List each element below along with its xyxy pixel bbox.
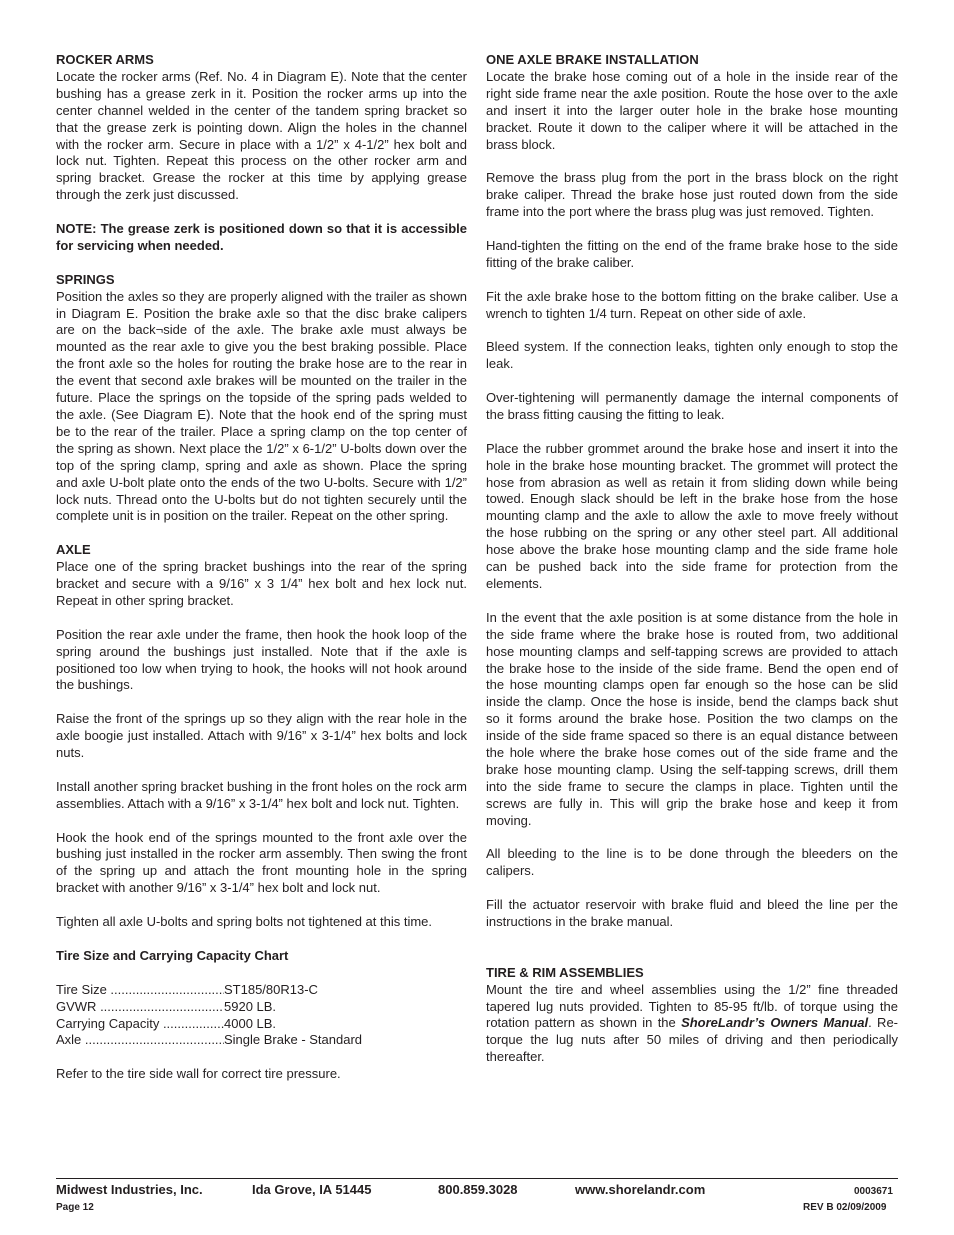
spec-row — [56, 1032, 467, 1049]
brake-paragraph: In the event that the axle position is at some distance from the hole in the side frame where the brake hose is routed from, two additional hose mounting clamps and self-tapping screws are provided to attach the brake hose to the inside of the side frame. Bend the open end of the hose mounting clamps open far enough so the hose can be slid inside the clamp. Once the hose is inside, bend the clamps back shut so it forms around the brake hose. Position the two clamps on the inside of the side frame spaced so there is an equal distance between the hole where the brake hose comes out of the side frame and the brake hose mounting clamp. Using the self-tapping screws, drill them into the side frame to secure the clamps in place. Tighten until the screws are fully in. This will grip the brake hose and keep it from moving. — [486, 609, 898, 828]
spec-row — [56, 999, 467, 1016]
axle-paragraph: Raise the front of the springs up so they align with the rear hole in the axle boogie just installed. Attach with 9/16” x 3-1/4” hex bolts and lock nuts. — [56, 711, 467, 761]
spec-value: Single Brake - Standard — [224, 1032, 363, 1048]
brake-paragraph: Place the rubber grommet around the brake hose and insert it into the hole in the brake hose mounting bracket. The grommet will protect the hose from abrasion as well as retain it from sliding down while being towed. Enough slack should be left in the brake hose from the hose mounting clamp and the axle to allow the axle to move freely without the hose rubbing on the spring or any other steel part. All additional hose above the brake hose mounting clamp and the side frame hole can be pushed back into the side frame for protection from the elements. — [486, 440, 898, 591]
axle-paragraph: Place one of the spring bracket bushings into the rear of the spring bracket and secure with a 9/16” x 3 1/4” hex bolt and hex lock nut. Repeat in other spring bracket. — [56, 559, 467, 608]
tire-rim-text-b: . Re-torque the lug nuts after 50 miles of driving and then periodically thereafter. — [486, 1015, 899, 1065]
tire-rim-text-a: Mount the tire and wheel assemblies using the 1/2” fine threaded tapered lug nuts provided. Tighten to 85-95 ft/lb. of torque using the rotation pattern as shown in the — [486, 981, 898, 1031]
footer-revision: REV B 02/09/2009 — [803, 1202, 887, 1213]
left-column — [56, 52, 467, 1083]
spec-value: 4000 LB. — [224, 1015, 277, 1031]
tire-chart-heading: Tire Size and Carrying Capacity Chart — [56, 947, 289, 963]
brake-paragraph: Locate the brake hose coming out of a hole in the inside rear of the right side frame near the axle position. Route the hose over to the axle and insert it into the larger outer hole in the brake hose mounting bracket. Route it down to the caliper where it will be attached in the brass block. — [486, 68, 898, 152]
axle-paragraph: Position the rear axle under the frame, then hook the hook loop of the spring around the bushings just installed. Note that if the axle is positioned too low when trying to hook, the hooks will not hook around the bushings. — [56, 626, 467, 693]
brake-paragraph: Hand-tighten the fitting on the end of the frame brake hose to the side fitting of the brake caliber. — [486, 237, 898, 270]
axle-paragraph: Install another spring bracket bushing in the front holes on the rock arm assemblies. Attach with a 9/16” x 3-1/4” hex bolt and lock nut. Tighten. — [56, 778, 467, 811]
footer-rule — [56, 1178, 898, 1179]
owners-manual-title: ShoreLandr’s Owners Manual — [681, 1015, 869, 1031]
spec-row — [56, 1016, 467, 1033]
brake-paragraph: Bleed system. If the connection leaks, tighten only enough to stop the leak. — [486, 339, 898, 372]
brake-paragraph: Fill the actuator reservoir with brake fluid and bleed the line per the instructions in the brake manual. — [486, 897, 898, 930]
spec-row — [56, 982, 467, 999]
rocker-arms-text: Locate the rocker arms (Ref. No. 4 in Diagram E). Note that the center bushing has a grease zerk in it. Position the rocker arms up into the center channel welded in the center of the tandem spring bracket so that the grease zerk is pointing down. Align the holes in the channel with the rocker arm. Secure in place with a 1/2” x 4-1/2” hex bolt and lock nut. Tighten. Repeat this process on the other rocker arm and spring bracket. Grease the rocker at this time by applying grease through the zerk just discussed. — [56, 68, 467, 203]
footer-city: Ida Grove, IA 51445 — [252, 1182, 372, 1197]
spec-label: Axle ..... — [56, 1032, 224, 1049]
tire-spec-list — [56, 982, 467, 1050]
footer-doc-number: 0003671 — [854, 1186, 893, 1197]
tire-rim-heading: TIRE & RIM ASSEMBLIES — [486, 964, 644, 980]
axle-paragraph: Hook the hook end of the springs mounted to the front axle over the bushing just installed in the rocker arm assembly. Then swing the front of the spring up and attach the front mounting hole in the spring bracket with another 9/16” x 3-1/4” hex bolt and lock nut. — [56, 829, 467, 896]
brake-paragraph: Fit the axle brake hose to the bottom fitting on the brake caliber. Use a wrench to tighten 1/4 turn. Repeat on other side of axle. — [486, 288, 898, 321]
spec-value: ST185/80R13-C — [224, 981, 318, 997]
footer-company: Midwest Industries, Inc. — [56, 1182, 203, 1197]
footer-page-number: Page 12 — [56, 1202, 94, 1213]
springs-text: Position the axles so they are properly aligned with the trailer as shown in Diagram E. Position the brake axle so that the disc brake calipers are on the back¬side of the axle. The brake axle must always be mounted as the rear axle to give you the best braking possible. Place the front axle so the holes for routing the brake hose are to the rear in the event that second axle brakes will be mounted on the trailer in the future. Place the springs on the topside of the spring pads welded to the axle. (See Diagram E). Note that the hook end of the spring must be to the rear of the trailer. Place a spring clamp on the top center of the spring as shown. Next place the 1/2” x 6-1/2” U-bolts down over the top of the spring clamp, spring and axle as shown. Place the spring and axle U-bolt plate onto the ends of the two U-bolts. Secure with 1/2” lock nuts. Thread onto the U-bolts but do not tighten securely until the complete unit is in position on the trailer. Repeat on the other spring. — [56, 288, 467, 524]
tire-pressure-note: Refer to the tire side wall for correct tire pressure. — [56, 1066, 341, 1082]
grease-zerk-note: NOTE: The grease zerk is positioned down so that it is accessible for servicing when needed. — [56, 221, 467, 253]
brake-paragraph: Remove the brass plug from the port in the brass block on the right brake caliper. Thread the brake hose just routed down from the side frame into the port where the brass plug was just removed. Tighten. — [486, 170, 898, 220]
footer-website: www.shorelandr.com — [575, 1182, 706, 1197]
rocker-arms-heading: ROCKER ARMS — [56, 52, 154, 67]
brake-paragraph: Over-tightening will permanently damage the internal components of the brass fitting causing the fitting to leak. — [486, 390, 898, 422]
spec-label: Tire Size ..... — [56, 982, 224, 999]
axle-heading: AXLE — [56, 542, 91, 558]
right-column — [486, 52, 898, 1066]
springs-heading: SPRINGS — [56, 271, 115, 287]
tire-rim-text — [486, 982, 898, 1067]
footer-phone: 800.859.3028 — [438, 1182, 518, 1197]
spec-label: Carrying Capacity ..... — [56, 1016, 224, 1033]
brake-installation-heading: ONE AXLE BRAKE INSTALLATION — [486, 52, 699, 67]
spec-value: 5920 LB. — [224, 998, 277, 1014]
brake-paragraph: All bleeding to the line is to be done through the bleeders on the calipers. — [486, 846, 898, 879]
axle-paragraph: Tighten all axle U-bolts and spring bolts not tightened at this time. — [56, 914, 433, 930]
spec-label: GVWR ..... — [56, 999, 224, 1016]
